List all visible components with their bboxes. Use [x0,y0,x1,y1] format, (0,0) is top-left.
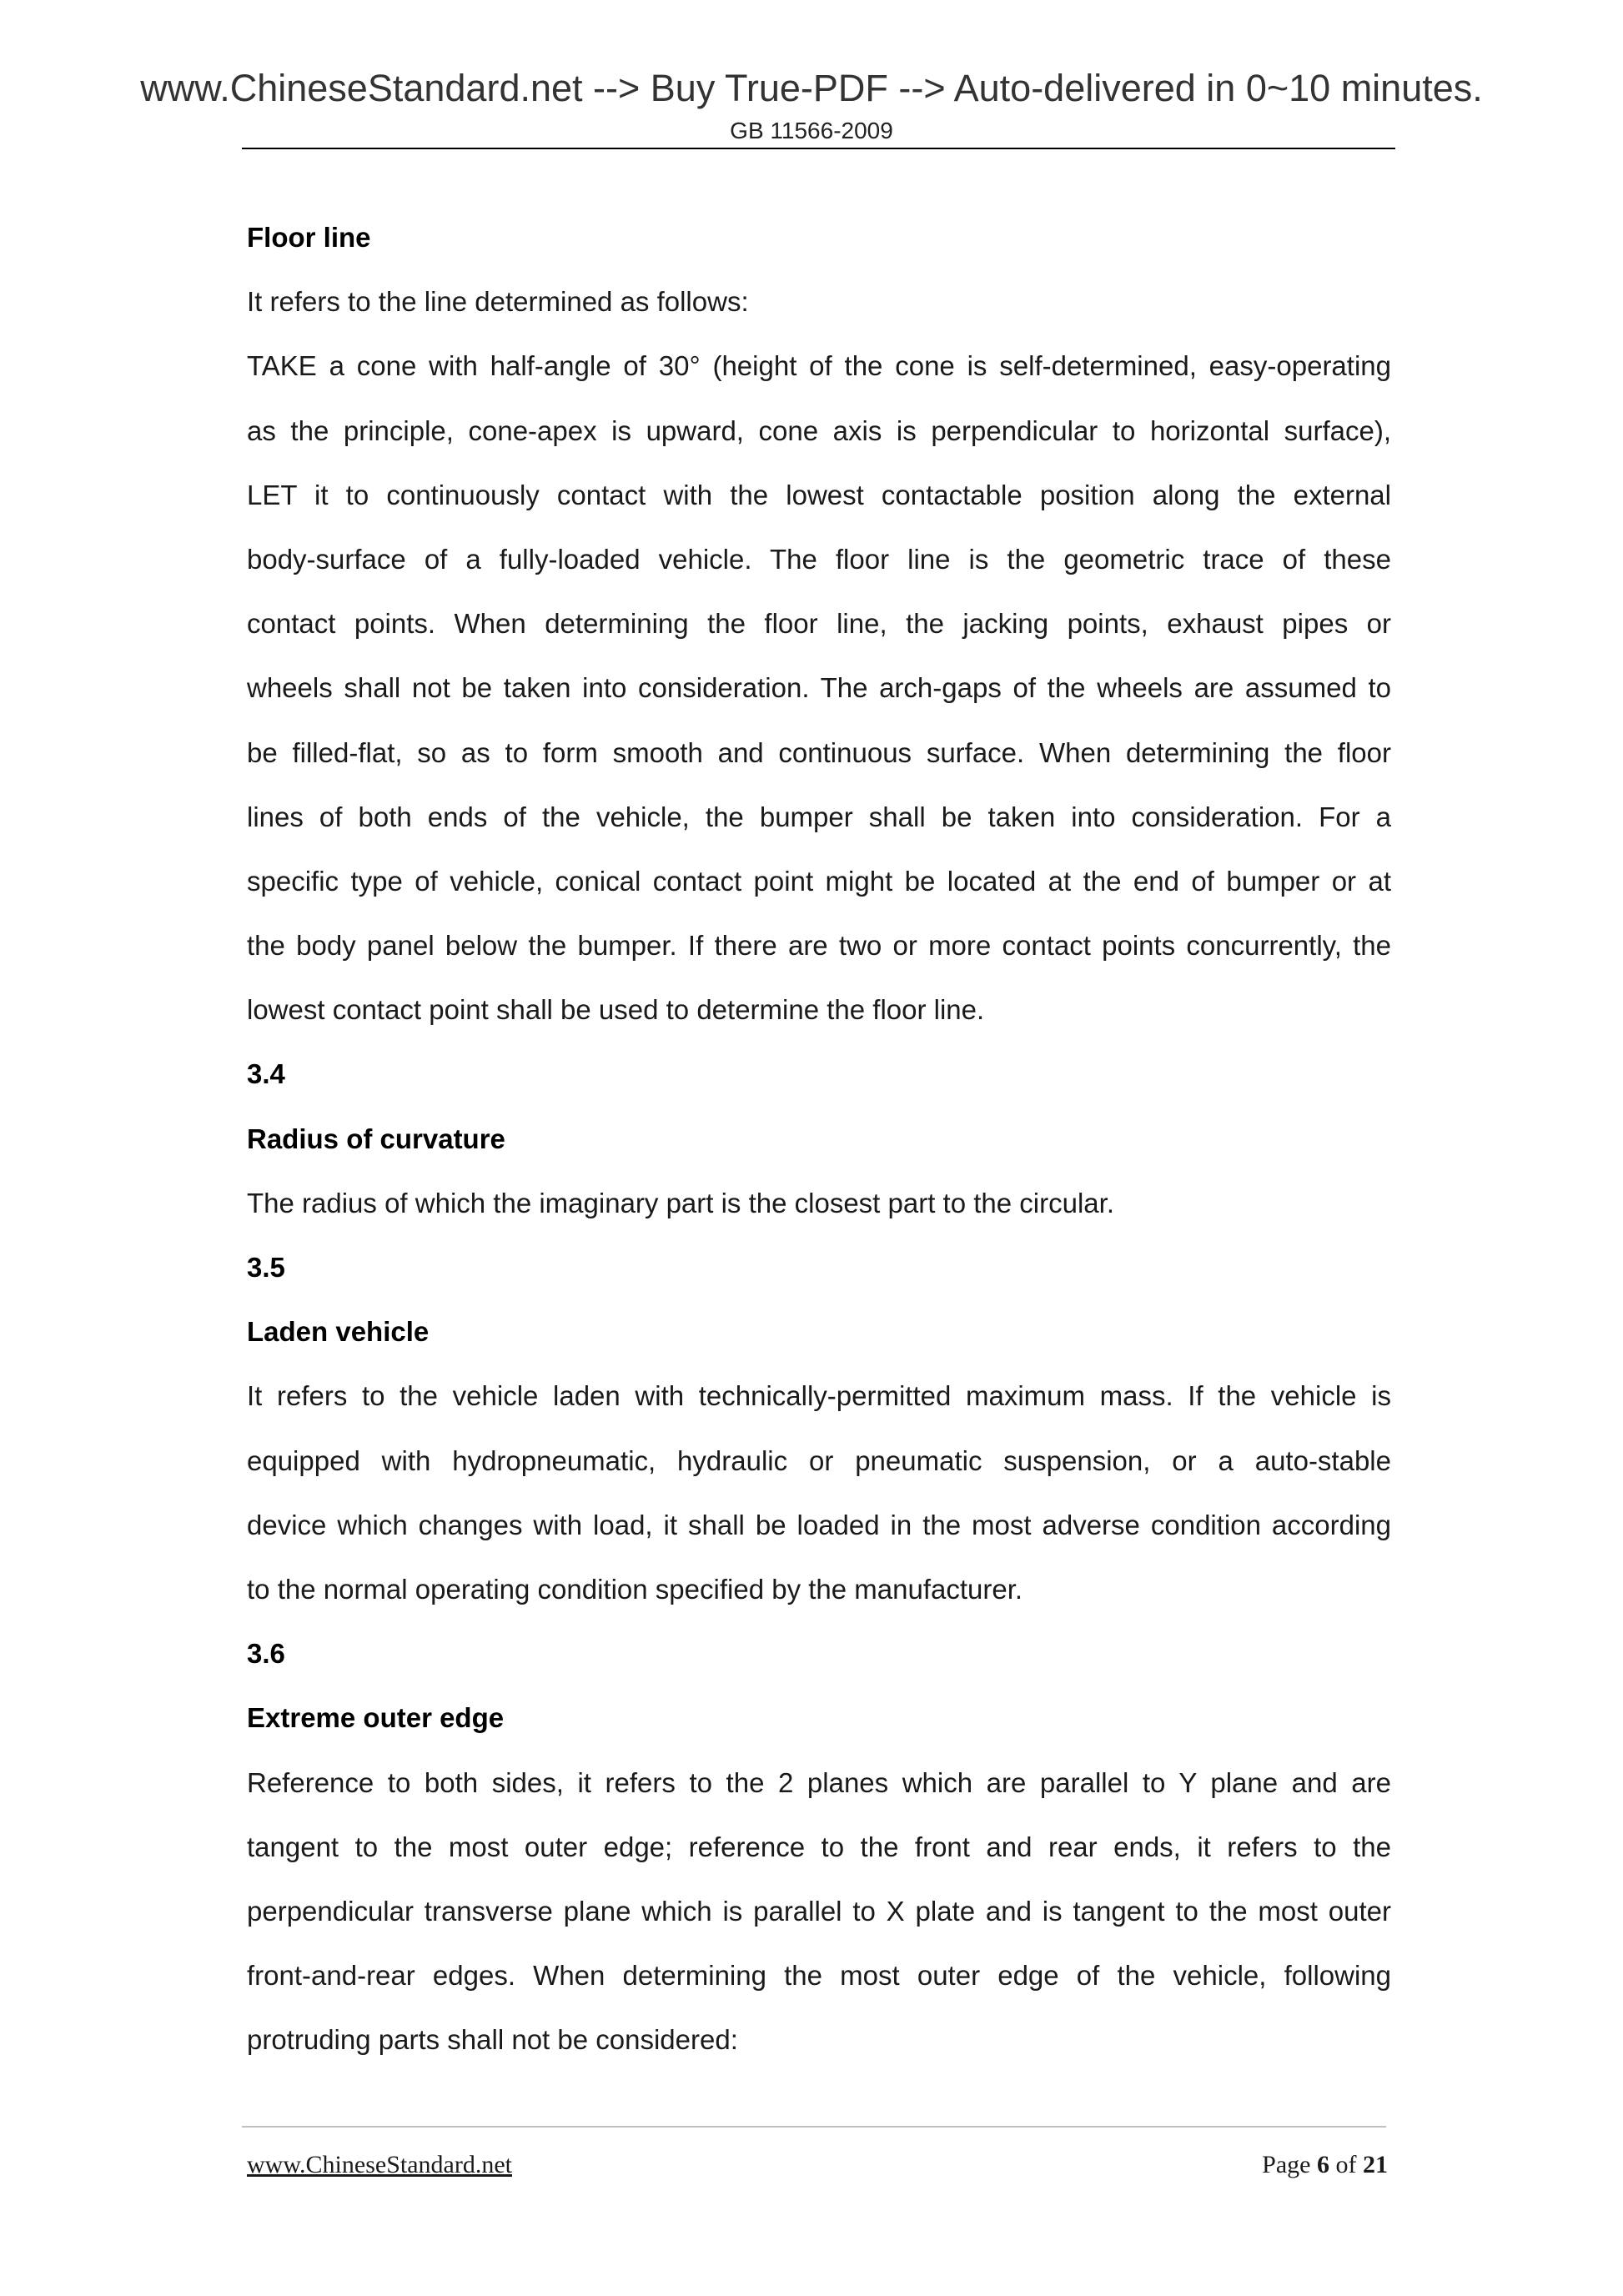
paragraph-line: LET it to continuously contact with the lowest contactable position along the external [247,479,1391,510]
paragraph-line: lowest contact point shall be used to determine the floor line. [247,994,985,1026]
standard-code: GB 11566-2009 [730,118,893,143]
page-prefix: Page [1262,2151,1311,2178]
paragraph-line: specific type of vehicle, conical contact point might be located at the end of bumper or at [247,865,1391,897]
paragraph-line: perpendicular transverse plane which is parallel to X plate and is tangent to the most outer [247,1895,1391,1927]
paragraph-line: contact points. When determining the floor line, the jacking points, exhaust pipes or [247,608,1391,640]
extreme-outer-edge-paragraph [247,1751,1391,2072]
paragraph-line: to the normal operating condition specified by the manufacturer. [247,1573,1023,1605]
paragraph-line: equipped with hydropneumatic, hydraulic or pneumatic suspension, or a auto-stable [247,1444,1391,1476]
section-title-radius-of-curvature: Radius of curvature [247,1123,505,1154]
footer-site-link[interactable]: www.ChineseStandard.net [247,2151,512,2178]
section-title-extreme-outer-edge: Extreme outer edge [247,1702,505,1734]
page-of: of [1335,2151,1357,2178]
page-number: 6 [1317,2151,1329,2178]
section-number-3-5: 3.5 [247,1252,285,1283]
paragraph-line: the body panel below the bumper. If there are two or more contact points concurrently, the [247,930,1391,962]
paragraph-line: device which changes with load, it shall be loaded in the most adverse condition according [247,1509,1391,1540]
paragraph-line: be filled-flat, so as to form smooth and continuous surface. When determining the floor [247,736,1391,768]
top-banner: www.ChineseStandard.net --> Buy True-PDF --> Auto-delivered in 0~10 minutes. [140,67,1483,109]
paragraph-line: protruding parts shall not be considered: [247,2024,738,2056]
radius-definition: The radius of which the imaginary part is the closest part to the circular. [247,1187,1114,1218]
floor-line-intro: It refers to the line determined as follows: [247,286,749,318]
section-number-3-4: 3.4 [247,1058,285,1090]
floor-line-paragraph [247,334,1391,1042]
section-title-laden-vehicle: Laden vehicle [247,1316,430,1348]
paragraph-line: lines of both ends of the vehicle, the bumper shall be taken into consideration. For a [247,801,1391,832]
floor-line-title: Floor line [247,222,371,253]
laden-vehicle-paragraph [247,1364,1391,1621]
paragraph-line: Reference to both sides, it refers to the 2 planes which are parallel to Y plane and are [247,1766,1391,1798]
section-number-3-6: 3.6 [247,1638,285,1670]
paragraph-line: It refers to the vehicle laden with technically-permitted maximum mass. If the vehicle is [247,1380,1391,1412]
footer-divider [242,2126,1386,2128]
paragraph-line: wheels shall not be taken into consideration. The arch-gaps of the wheels are assumed to [247,672,1391,704]
paragraph-line: body-surface of a fully-loaded vehicle. The floor line is the geometric trace of these [247,543,1391,575]
paragraph-line: tangent to the most outer edge; reference to the front and rear ends, it refers to the [247,1831,1391,1862]
page-total: 21 [1363,2151,1388,2178]
paragraph-line: TAKE a cone with half-angle of 30° (height of the cone is self-determined, easy-operating [247,350,1391,382]
paragraph-line: as the principle, cone-apex is upward, cone axis is perpendicular to horizontal surface), [247,414,1391,446]
page-indicator [1262,2150,1388,2180]
paragraph-line: front-and-rear edges. When determining the most outer edge of the vehicle, following [247,1960,1391,1992]
header-divider [242,148,1395,149]
page-content [247,205,1391,2072]
